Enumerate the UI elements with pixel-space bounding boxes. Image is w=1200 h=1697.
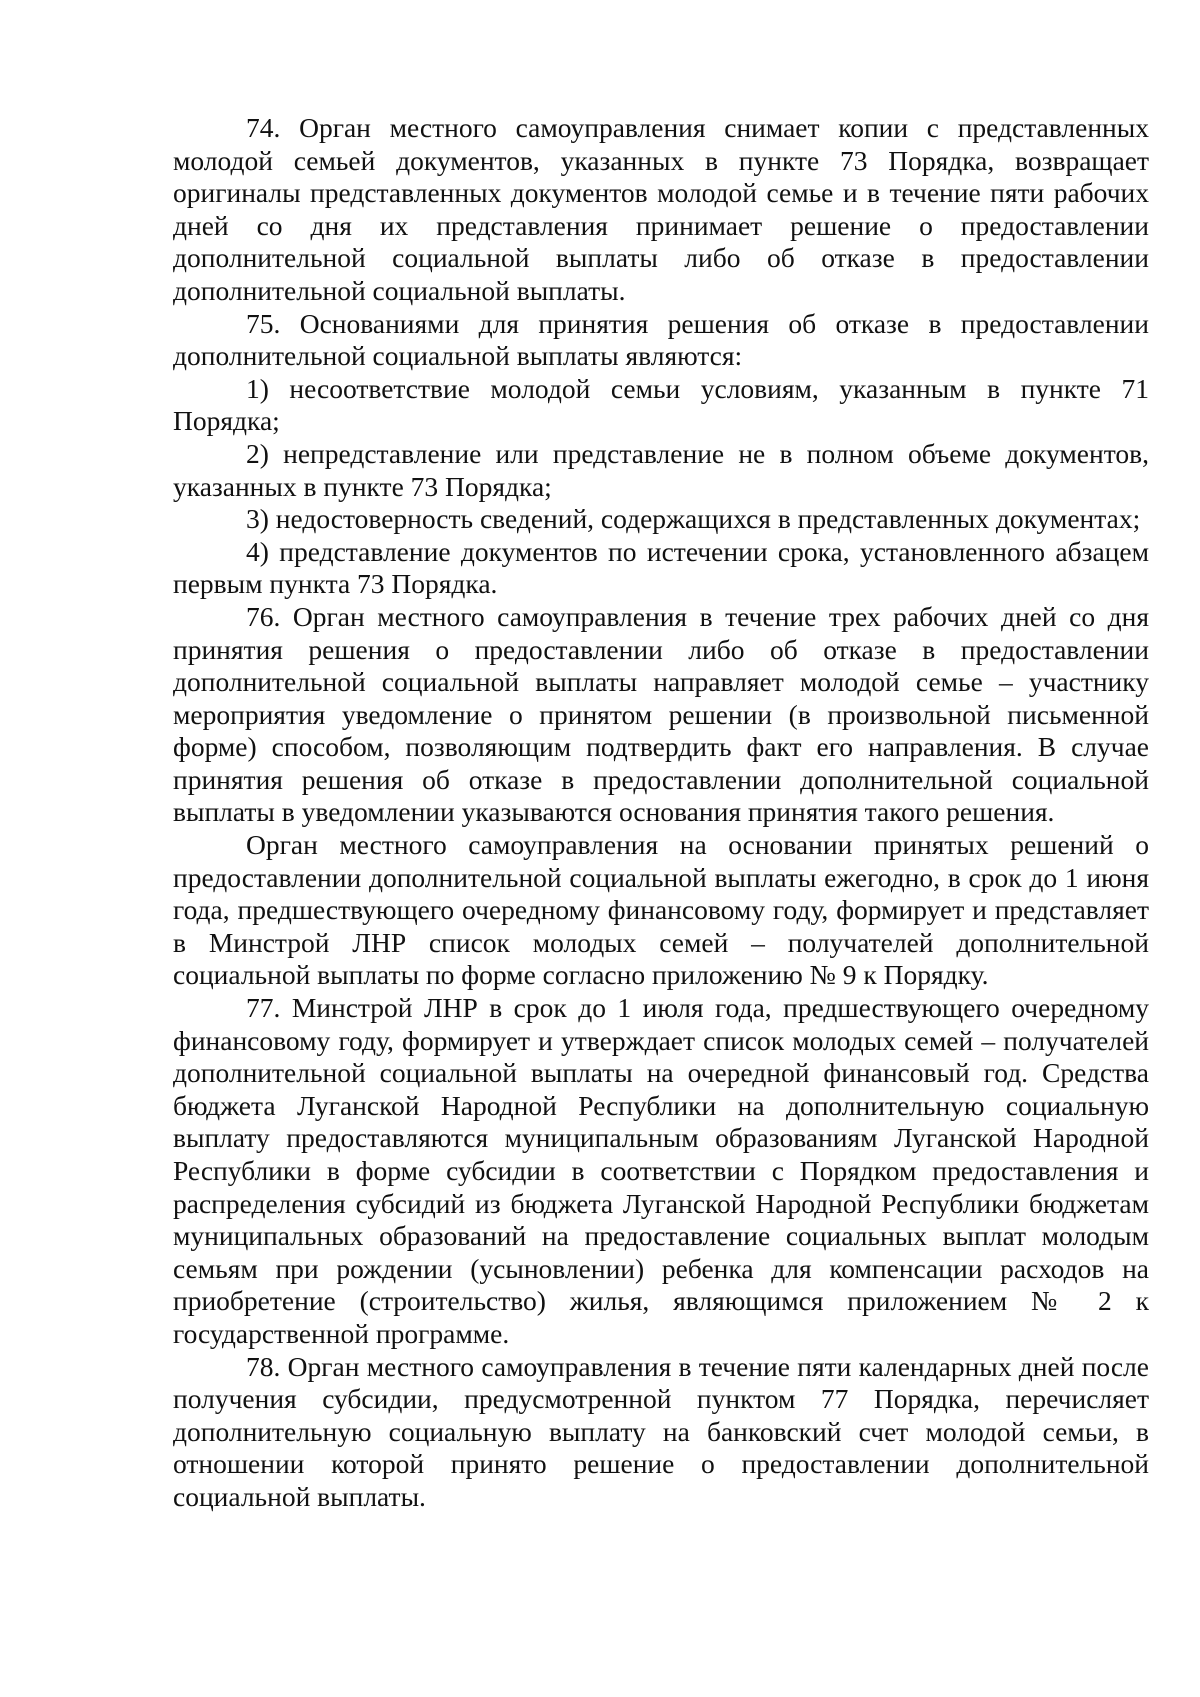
subitem-75-4: 4) представление документов по истечении срока, установленного абзацем первым пункта 73 Порядка. [173,535,1149,600]
paragraph-item-75: 75. Основаниями для принятия решения об отказе в предоставлении дополнительной социальной выплаты являются: [173,307,1149,372]
subitem-75-3: 3) недостоверность сведений, содержащихся в представленных документах; [246,503,1141,535]
paragraph-item-76: 76. Орган местного самоуправления в течение трех рабочих дней со дня принятия решения о предоставлении либо об отказе в предоставлении дополнительной социальной выплаты направляет молодой семье – участнику мероприятия уведомление о принятом решении (в произвольной письменной форме) способом, позволяющим подтвердить факт его направления. В случае принятия решения об отказе в предоставлении дополнительной социальной выплаты в уведомлении указываются основания принятия такого решения. [173,600,1149,828]
paragraph-item-76-continued: Орган местного самоуправления на основании принятых решений о предоставлении дополнительной социальной выплаты ежегодно, в срок до 1 июня года, предшествующего очередному финансовому году, формирует и представляет в Минстрой ЛНР список молодых семей – получателей дополнительной социальной выплаты по форме согласно приложению № 9 к Порядку. [173,829,1149,991]
paragraph-item-77: 77. Минстрой ЛНР в срок до 1 июля года, предшествующего очередному финансовому году, формирует и утверждает список молодых семей – получателей дополнительной социальной выплаты на очередной финансовый год. Средства бюджета Луганской Народной Республики на дополнительную социальную выплату предоставляются муниципальным образованиям Луганской Народной Республики в форме субсидии в соответствии с Порядком предоставления и распределения субсидий из бюджета Луганской Народной Республики бюджетам муниципальных образований на предоставление социальных выплат молодым семьям при рождении (усыновлении) ребенка для компенсации расходов на приобретение (строительство) жилья, являющимся приложением № 2 к государственной программе. [173,992,1149,1349]
paragraph-item-78: 78. Орган местного самоуправления в течение пяти календарных дней после получения субсидии, предусмотренной пунктом 77 Порядка, перечисляет дополнительную социальную выплату на банковский счет молодой семьи, в отношении которой принято решение о предоставлении дополнительной социальной выплаты. [173,1350,1149,1512]
subitem-75-1: 1) несоответствие молодой семьи условиям, указанным в пункте 71 Порядка; [173,372,1149,437]
subitem-75-2: 2) непредставление или представление не в полном объеме документов, указанных в пункте 73 Порядка; [173,437,1149,502]
document-body [173,112,1149,1514]
paragraph-item-74: 74. Орган местного самоуправления снимает копии с представленных молодой семьей документов, указанных в пункте 73 Порядка, возвращает оригиналы представленных документов молодой семье и в течение пяти рабочих дней со дня их представления принимает решение о предоставлении дополнительной социальной выплаты либо об отказе в предоставлении дополнительной социальной выплаты. [173,112,1149,306]
